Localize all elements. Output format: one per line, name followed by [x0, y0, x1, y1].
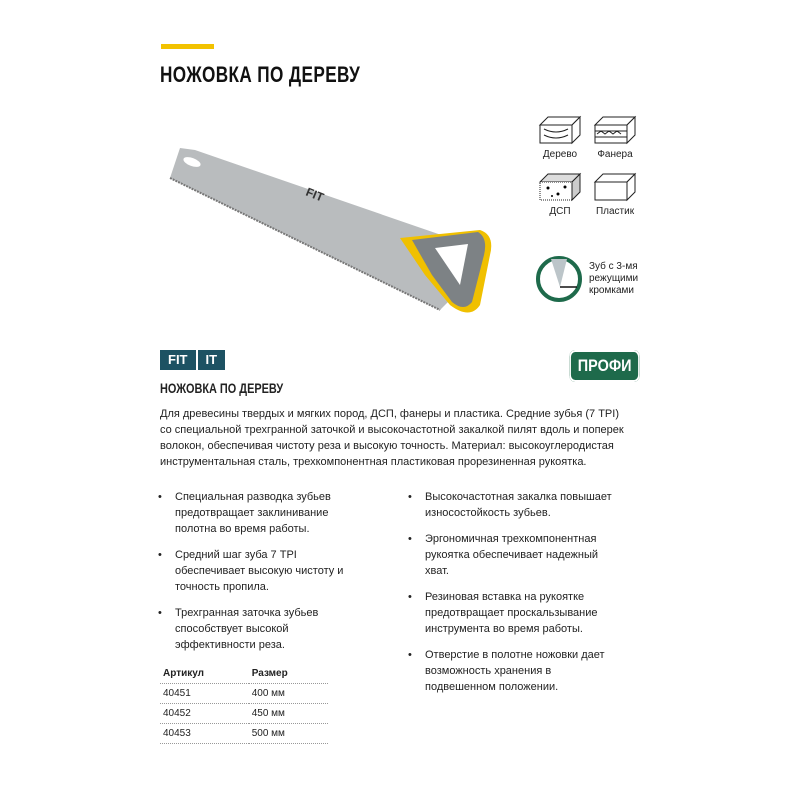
sizes-table — [160, 664, 328, 744]
material-label: Фанера — [597, 149, 633, 160]
table-row — [160, 704, 328, 724]
material-plywood — [590, 115, 640, 160]
plywood-icon — [593, 115, 637, 145]
feature-item: • Эргономичная трехкомпонентная рукоятка обеспечивает надежный хват. — [410, 531, 620, 579]
brand-logo — [160, 350, 225, 370]
wood-icon — [538, 115, 582, 145]
cell: 450 мм — [249, 704, 328, 724]
cell: 400 мм — [249, 684, 328, 704]
saw-image — [150, 120, 510, 320]
table-row — [160, 684, 328, 704]
header-article: Артикул — [160, 664, 249, 684]
cell: 40451 — [160, 684, 249, 704]
cell: 40452 — [160, 704, 249, 724]
material-chipboard — [535, 172, 585, 217]
product-description: Для древесины твердых и мягких пород, ДСП, фанеры и пластика. Средние зубья (7 TPI) со специальной трехгранной заточкой и высокочастотной закалкой пилят вдоль и поперек волокон, обеспечивая чистоту реза и высокую точность. Материал: высокоуглеродистая инструментальная сталь, трехкомпонентная пластиковая прорезиненная рукоятка. — [160, 408, 624, 468]
table-row — [160, 724, 328, 744]
chipboard-icon — [538, 172, 582, 202]
cell: 500 мм — [249, 724, 328, 744]
profi-badge: ПРОФИ — [569, 350, 640, 382]
material-label: ДСП — [549, 206, 571, 217]
tooth-icon — [535, 255, 583, 303]
teeth-feature — [535, 255, 638, 303]
material-plastic — [590, 172, 640, 217]
material-label: Дерево — [542, 149, 578, 160]
fit-logo: FIT — [160, 350, 196, 370]
material-label: Пластик — [595, 206, 635, 217]
feature-item: • Высокочастотная закалка повышает износостойкость зубьев. — [410, 489, 620, 521]
plastic-icon — [593, 172, 637, 202]
teeth-label-line: режущими — [589, 273, 639, 284]
table-header — [160, 664, 328, 684]
teeth-label-line: кромками — [589, 285, 634, 296]
svg-text:FIT: FIT — [303, 184, 326, 205]
feature-item: • Трехгранная заточка зубьев способствует высокой эффективности реза. — [160, 605, 370, 653]
features-left — [160, 489, 370, 663]
features-right — [410, 489, 620, 705]
product-name: НОЖОВКА ПО ДЕРЕВУ — [160, 380, 284, 396]
cell: 40453 — [160, 724, 249, 744]
teeth-label-line: Зуб с 3-мя — [589, 261, 638, 272]
feature-item: • Резиновая вставка на рукоятке предотвращает проскальзывание инструмента во время работы. — [410, 589, 620, 637]
feature-item: • Специальная разводка зубьев предотвращает заклинивание полотна во время работы. — [160, 489, 370, 537]
material-wood — [535, 115, 585, 160]
accent-bar — [161, 44, 214, 49]
feature-item: • Средний шаг зуба 7 TPI обеспечивает высокую чистоту и точность пропила. — [160, 547, 370, 595]
page-title: НОЖОВКА ПО ДЕРЕВУ — [160, 62, 361, 87]
feature-item: • Отверстие в полотне ножовки дает возможность хранения в подвешенном положении. — [410, 647, 620, 695]
header-size: Размер — [249, 664, 328, 684]
series-label: IT — [198, 350, 226, 370]
